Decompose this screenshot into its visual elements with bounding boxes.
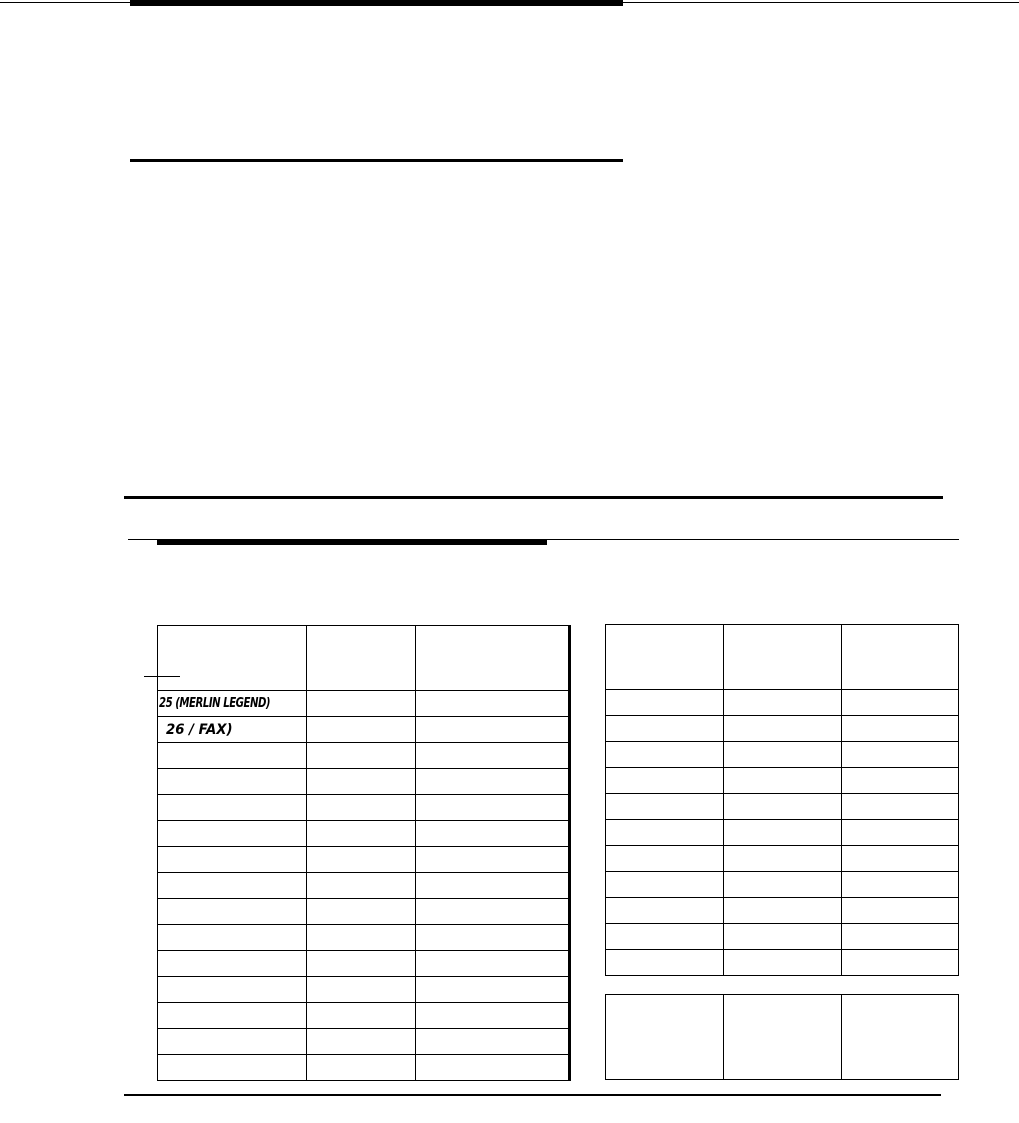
form-cell	[158, 1055, 307, 1081]
form-cell	[416, 795, 570, 821]
form-cell	[416, 717, 570, 743]
table-row	[606, 794, 959, 820]
form-cell	[606, 846, 724, 872]
form-cell	[606, 794, 724, 820]
form-cell	[606, 924, 724, 950]
form-cell	[842, 950, 959, 976]
form-cell	[724, 716, 842, 742]
table-row	[158, 769, 570, 795]
form-cell	[842, 898, 959, 924]
form-cell	[842, 820, 959, 846]
table-row	[606, 820, 959, 846]
form-cell	[158, 951, 307, 977]
form-cell	[307, 1055, 416, 1081]
form-cell	[606, 950, 724, 976]
header-cell	[606, 625, 724, 690]
form-cell	[307, 925, 416, 951]
form-cell	[606, 872, 724, 898]
title-underline	[130, 159, 623, 162]
form-cell	[724, 794, 842, 820]
form-cell	[158, 821, 307, 847]
form-cell	[416, 1029, 570, 1055]
form-cell	[842, 995, 959, 1080]
handwritten-entry: 25 (MERLIN LEGEND)	[159, 696, 271, 711]
form-cell	[158, 691, 307, 717]
form-cell	[307, 977, 416, 1003]
form-cell	[307, 899, 416, 925]
form-cell	[606, 898, 724, 924]
right-notes-table	[605, 994, 959, 1080]
form-cell	[307, 847, 416, 873]
table-row	[158, 925, 570, 951]
table-row	[606, 716, 959, 742]
table-row	[158, 1003, 570, 1029]
form-cell	[606, 716, 724, 742]
form-cell	[158, 795, 307, 821]
form-cell	[606, 820, 724, 846]
header-cell	[307, 626, 416, 691]
header-cell	[842, 625, 959, 690]
form-cell	[724, 950, 842, 976]
form-cell	[842, 924, 959, 950]
form-cell	[724, 768, 842, 794]
form-cell	[416, 977, 570, 1003]
form-cell	[724, 846, 842, 872]
table-row	[158, 717, 570, 743]
form-cell	[307, 951, 416, 977]
form-cell	[724, 995, 842, 1080]
table-row	[606, 950, 959, 976]
form-cell	[158, 847, 307, 873]
form-cell	[158, 977, 307, 1003]
form-cell	[416, 743, 570, 769]
form-cell	[842, 742, 959, 768]
table-row	[606, 924, 959, 950]
form-cell	[416, 1003, 570, 1029]
table-row	[606, 846, 959, 872]
form-cell	[416, 769, 570, 795]
table-row	[158, 951, 570, 977]
form-cell	[307, 821, 416, 847]
form-cell	[842, 690, 959, 716]
table-row	[158, 873, 570, 899]
header-cell	[158, 626, 307, 691]
form-cell	[842, 872, 959, 898]
form-cell	[842, 768, 959, 794]
form-cell	[158, 1029, 307, 1055]
table-row	[606, 768, 959, 794]
form-cell	[307, 1003, 416, 1029]
table-header-row	[606, 625, 959, 690]
form-cell	[416, 951, 570, 977]
table-row	[158, 977, 570, 1003]
form-cell	[307, 743, 416, 769]
form-cell	[606, 768, 724, 794]
table-header-row	[158, 626, 570, 691]
form-cell	[307, 873, 416, 899]
form-cell	[307, 717, 416, 743]
form-cell	[724, 924, 842, 950]
form-cell	[842, 716, 959, 742]
form-cell	[724, 820, 842, 846]
form-cell	[158, 873, 307, 899]
handwritten-entry: 26 / FAX)	[166, 721, 233, 738]
right-assignment-table	[605, 624, 959, 976]
form-cell	[158, 769, 307, 795]
form-cell	[158, 899, 307, 925]
form-cell	[158, 743, 307, 769]
form-cell	[307, 769, 416, 795]
table-row	[606, 872, 959, 898]
left-assignment-table	[157, 625, 571, 1081]
form-cell	[416, 847, 570, 873]
form-cell	[842, 846, 959, 872]
table-row	[158, 691, 570, 717]
footer-rule	[124, 1094, 941, 1096]
form-cell	[307, 795, 416, 821]
table-row	[606, 995, 959, 1080]
header-cell	[724, 625, 842, 690]
table-row	[606, 690, 959, 716]
table-row	[158, 821, 570, 847]
form-cell	[724, 898, 842, 924]
subsection-heavy-bar	[157, 539, 547, 545]
form-cell	[307, 1029, 416, 1055]
top-heavy-bar	[130, 0, 623, 6]
form-cell	[606, 690, 724, 716]
table-row	[158, 795, 570, 821]
form-cell	[606, 995, 724, 1080]
form-cell	[724, 690, 842, 716]
table-row	[158, 899, 570, 925]
form-cell	[158, 1003, 307, 1029]
form-cell	[416, 925, 570, 951]
form-cell	[724, 742, 842, 768]
table-row	[158, 1055, 570, 1081]
form-cell	[158, 925, 307, 951]
form-cell	[416, 691, 570, 717]
form-cell	[416, 899, 570, 925]
form-cell	[842, 794, 959, 820]
form-cell	[307, 691, 416, 717]
table-row	[158, 1029, 570, 1055]
form-cell	[724, 872, 842, 898]
form-cell	[158, 717, 307, 743]
table-row	[158, 847, 570, 873]
form-cell	[606, 742, 724, 768]
form-cell	[416, 821, 570, 847]
form-cell	[416, 1055, 570, 1081]
section-rule	[124, 496, 943, 499]
table-row	[606, 898, 959, 924]
header-cell	[416, 626, 570, 691]
table-row	[606, 742, 959, 768]
form-cell	[416, 873, 570, 899]
table-row	[158, 743, 570, 769]
